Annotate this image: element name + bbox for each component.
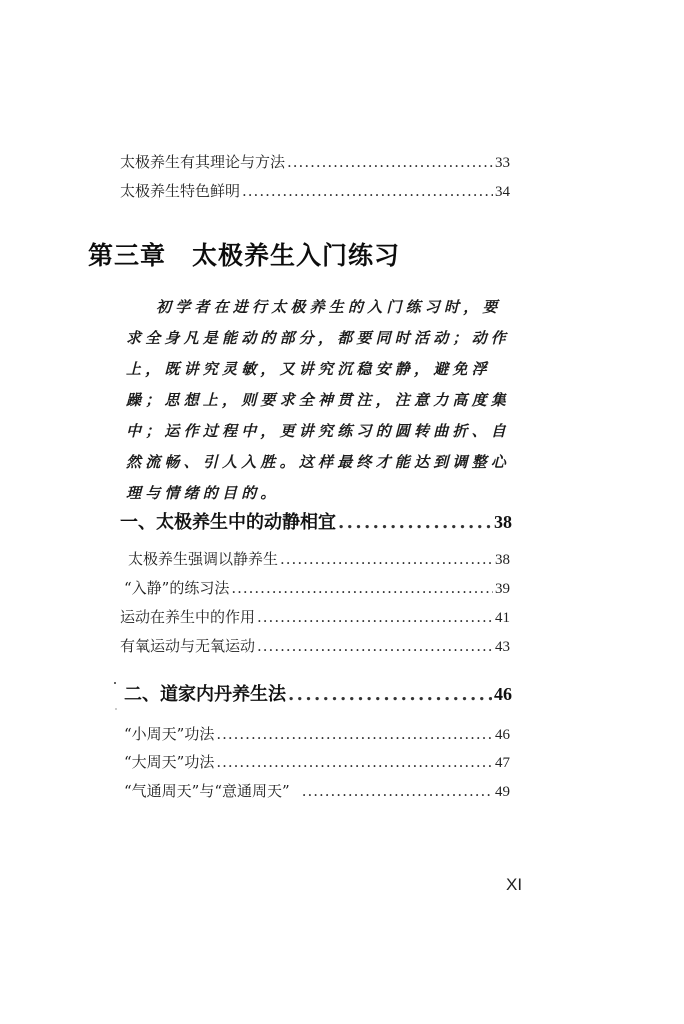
toc-entry[interactable] bbox=[124, 723, 510, 743]
toc-entry-title: “小周天”功法 bbox=[124, 725, 215, 743]
toc-section-title: 二、道家内丹养生法 bbox=[124, 684, 286, 705]
dot-leader bbox=[287, 153, 493, 171]
toc-entry-title: 太极养生有其理论与方法 bbox=[120, 153, 286, 171]
toc-entry-page: 46 bbox=[495, 727, 510, 743]
toc-entry[interactable] bbox=[124, 751, 510, 771]
toc-entry[interactable] bbox=[124, 780, 510, 800]
chapter-number: 第三章 bbox=[88, 241, 167, 270]
scan-speck bbox=[114, 682, 116, 684]
toc-entry[interactable] bbox=[120, 151, 510, 171]
intro-paragraph: 初学者在进行太极养生的入门练习时，要求全身凡是能动的部分，都要同时活动；动作上，既讲究灵敏，又讲究沉稳安静，避免浮躁；思想上，则要求全神贯注，注意力高度集中；运作过程中，更讲究练习的圆转曲折、自然流畅、引人入胜。这样最终才能达到调整心理与情绪的目的。 bbox=[126, 298, 511, 502]
toc-entry[interactable] bbox=[120, 180, 510, 200]
toc-entry-title: “大周天”功法 bbox=[124, 753, 215, 771]
toc-entry-title: 有氧运动与无氧运动 bbox=[120, 637, 256, 655]
dot-leader bbox=[257, 637, 493, 655]
toc-entry[interactable] bbox=[128, 548, 510, 568]
toc-entry-title: 太极养生强调以静养生 bbox=[128, 550, 279, 568]
dot-leader bbox=[280, 550, 493, 568]
dot-leader bbox=[288, 684, 492, 705]
toc-entry-title: 太极养生特色鲜明 bbox=[120, 182, 241, 200]
dot-leader bbox=[338, 512, 492, 533]
dot-leader bbox=[242, 182, 493, 200]
toc-entry-page: 49 bbox=[495, 784, 510, 800]
toc-section-page: 46 bbox=[494, 684, 512, 704]
toc-section-2[interactable] bbox=[124, 680, 512, 704]
dot-leader bbox=[216, 725, 493, 743]
toc-entry-title: “气通周天”与“意通周天” bbox=[124, 782, 290, 800]
toc-entry[interactable] bbox=[120, 635, 510, 655]
chapter-heading bbox=[88, 236, 400, 272]
dot-leader bbox=[231, 579, 493, 597]
dot-leader bbox=[302, 782, 493, 800]
toc-entry-title: 运动在养生中的作用 bbox=[120, 608, 256, 626]
toc-entry-page: 43 bbox=[495, 639, 510, 655]
toc-entry-title: “入静”的练习法 bbox=[124, 579, 230, 597]
page-number: XI bbox=[506, 875, 523, 894]
dot-leader bbox=[257, 608, 493, 626]
toc-section-title: 一、太极养生中的动静相宜 bbox=[120, 512, 336, 533]
toc-entry[interactable] bbox=[124, 577, 510, 597]
toc-section-1[interactable] bbox=[120, 508, 512, 532]
chapter-title: 太极养生入门练习 bbox=[192, 241, 401, 270]
scan-speck bbox=[115, 708, 117, 710]
toc-entry[interactable] bbox=[120, 606, 510, 626]
toc-entry-page: 38 bbox=[495, 552, 510, 568]
toc-entry-page: 34 bbox=[495, 184, 510, 200]
chapter-intro bbox=[126, 292, 514, 509]
toc-entry-page: 33 bbox=[495, 155, 510, 171]
toc-entry-page: 41 bbox=[495, 610, 510, 626]
toc-section-page: 38 bbox=[494, 512, 512, 532]
dot-leader bbox=[216, 753, 493, 771]
toc-entry-page: 39 bbox=[495, 581, 510, 597]
toc-entry-page: 47 bbox=[495, 755, 510, 771]
